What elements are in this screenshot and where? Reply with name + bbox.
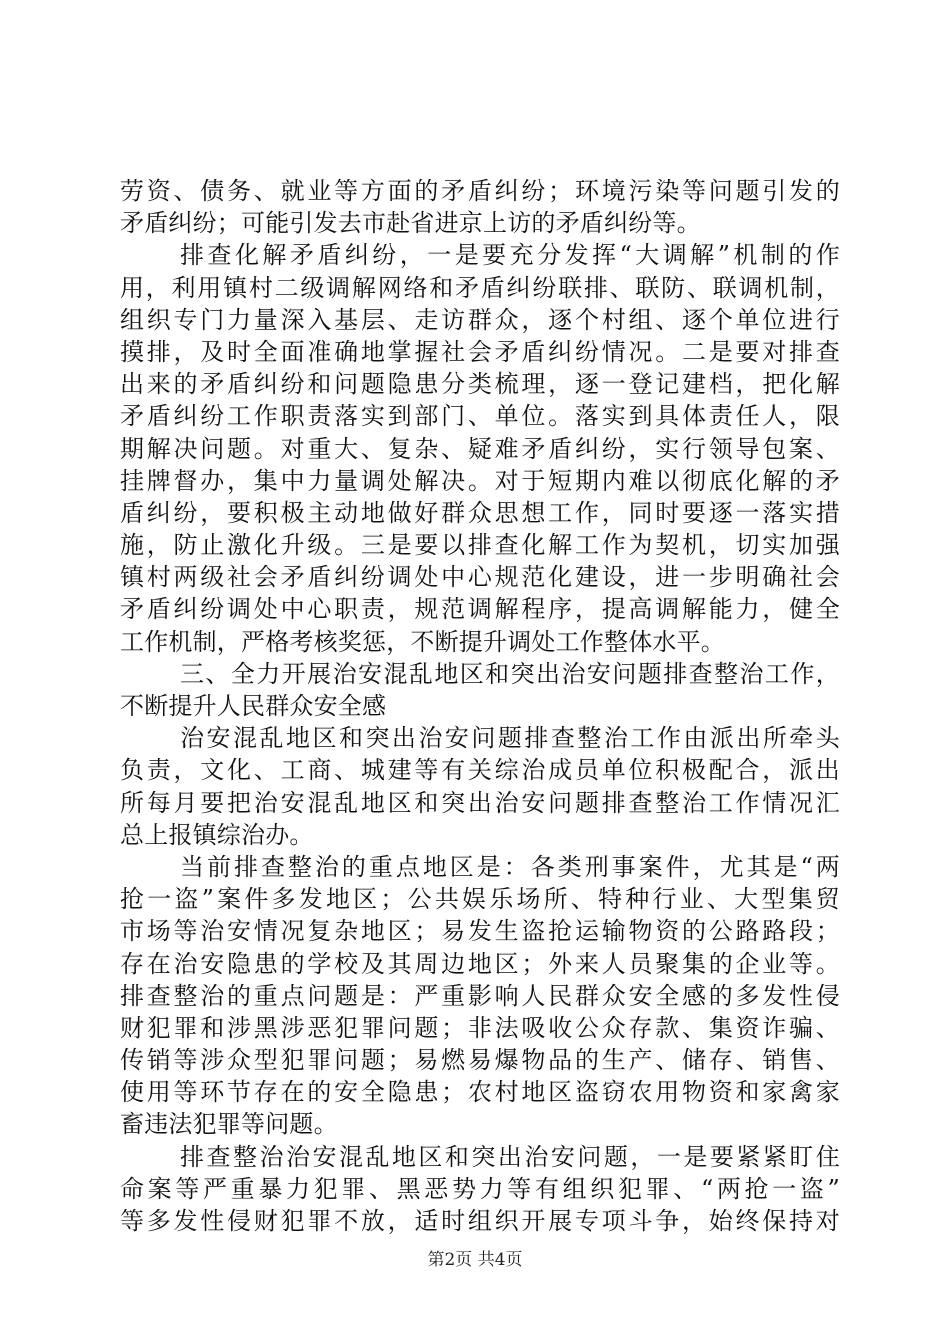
page-footer: 第2页 共4页 (427, 1250, 523, 1270)
text-line: 当前排查整治的重点地区是：各类刑事案件，尤其是“两 (180, 852, 840, 881)
text-line: 组织专门力量深入基层、走访群众，逐个村组、逐个单位进行 (120, 305, 840, 334)
text-line: 工作机制，严格考核奖惩，不断提升调处工作整体水平。 (120, 627, 725, 656)
text-line: 等多发性侵财犯罪不放，适时组织开展专项斗争，始终保持对 (120, 1207, 840, 1235)
text-line: 镇村两级社会矛盾纠纷调处中心规范化建设，进一步明确社会 (120, 563, 840, 592)
text-line: 排查整治的重点问题是：严重影响人民群众安全感的多发性侵 (120, 981, 840, 1010)
text-line: 畜违法犯罪等问题。 (120, 1110, 338, 1139)
text-line: 盾纠纷，要积极主动地做好群众思想工作，同时要逐一落实措 (120, 498, 840, 527)
text-line: 治安混乱地区和突出治安问题排查整治工作由派出所牵头 (180, 724, 840, 753)
text-line: 出来的矛盾纠纷和问题隐患分类梳理，逐一登记建档，把化解 (120, 370, 840, 399)
text-line: 排查整治治安混乱地区和突出治安问题，一是要紧紧盯住 (180, 1142, 840, 1171)
text-line: 传销等涉众型犯罪问题；易燃易爆物品的生产、储存、销售、 (120, 1046, 840, 1075)
text-line: 矛盾纠纷；可能引发去市赴省进京上访的矛盾纠纷等。 (120, 209, 701, 238)
text-line: 负责，文化、工商、城建等有关综治成员单位积极配合，派出 (120, 756, 840, 785)
text-line: 市场等治安情况复杂地区；易发生盗抢运输物资的公路路段； (120, 917, 840, 946)
text-line: 用，利用镇村二级调解网络和矛盾纠纷联排、联防、联调机制， (120, 273, 840, 302)
text-line: 挂牌督办，集中力量调处解决。对于短期内难以彻底化解的矛 (120, 466, 840, 495)
text-line: 期解决问题。对重大、复杂、疑难矛盾纠纷，实行领导包案、 (120, 434, 840, 463)
text-line: 总上报镇综治办。 (120, 820, 314, 849)
text-line: 财犯罪和涉黑涉恶犯罪问题；非法吸收公众存款、集资诈骗、 (120, 1013, 840, 1042)
text-line: 抢一盗”案件多发地区；公共娱乐场所、特种行业、大型集贸 (120, 885, 840, 914)
text-line: 摸排，及时全面准确地掌握社会矛盾纠纷情况。二是要对排查 (120, 337, 840, 366)
text-line: 三、全力开展治安混乱地区和突出治安问题排查整治工作， (180, 659, 840, 688)
text-line: 所每月要把治安混乱地区和突出治安问题排查整治工作情况汇 (120, 788, 840, 817)
text-line: 矛盾纠纷工作职责落实到部门、单位。落实到具体责任人，限 (120, 402, 840, 431)
text-line: 矛盾纠纷调处中心职责，规范调解程序，提高调解能力，健全 (120, 595, 840, 624)
text-line: 命案等严重暴力犯罪、黑恶势力等有组织犯罪、“两抢一盗” (120, 1174, 840, 1203)
text-line: 使用等环节存在的安全隐患；农村地区盗窃农用物资和家禽家 (120, 1078, 840, 1107)
text-line: 不断提升人民群众安全感 (120, 692, 387, 720)
text-line: 排查化解矛盾纠纷，一是要充分发挥“大调解”机制的作 (180, 241, 840, 270)
text-line: 存在治安隐患的学校及其周边地区；外来人员聚集的企业等。 (120, 949, 840, 978)
text-line: 劳资、债务、就业等方面的矛盾纠纷；环境污染等问题引发的 (120, 177, 840, 205)
text-line: 施，防止激化升级。三是要以排查化解工作为契机，切实加强 (120, 531, 840, 560)
document-body (120, 175, 840, 1237)
